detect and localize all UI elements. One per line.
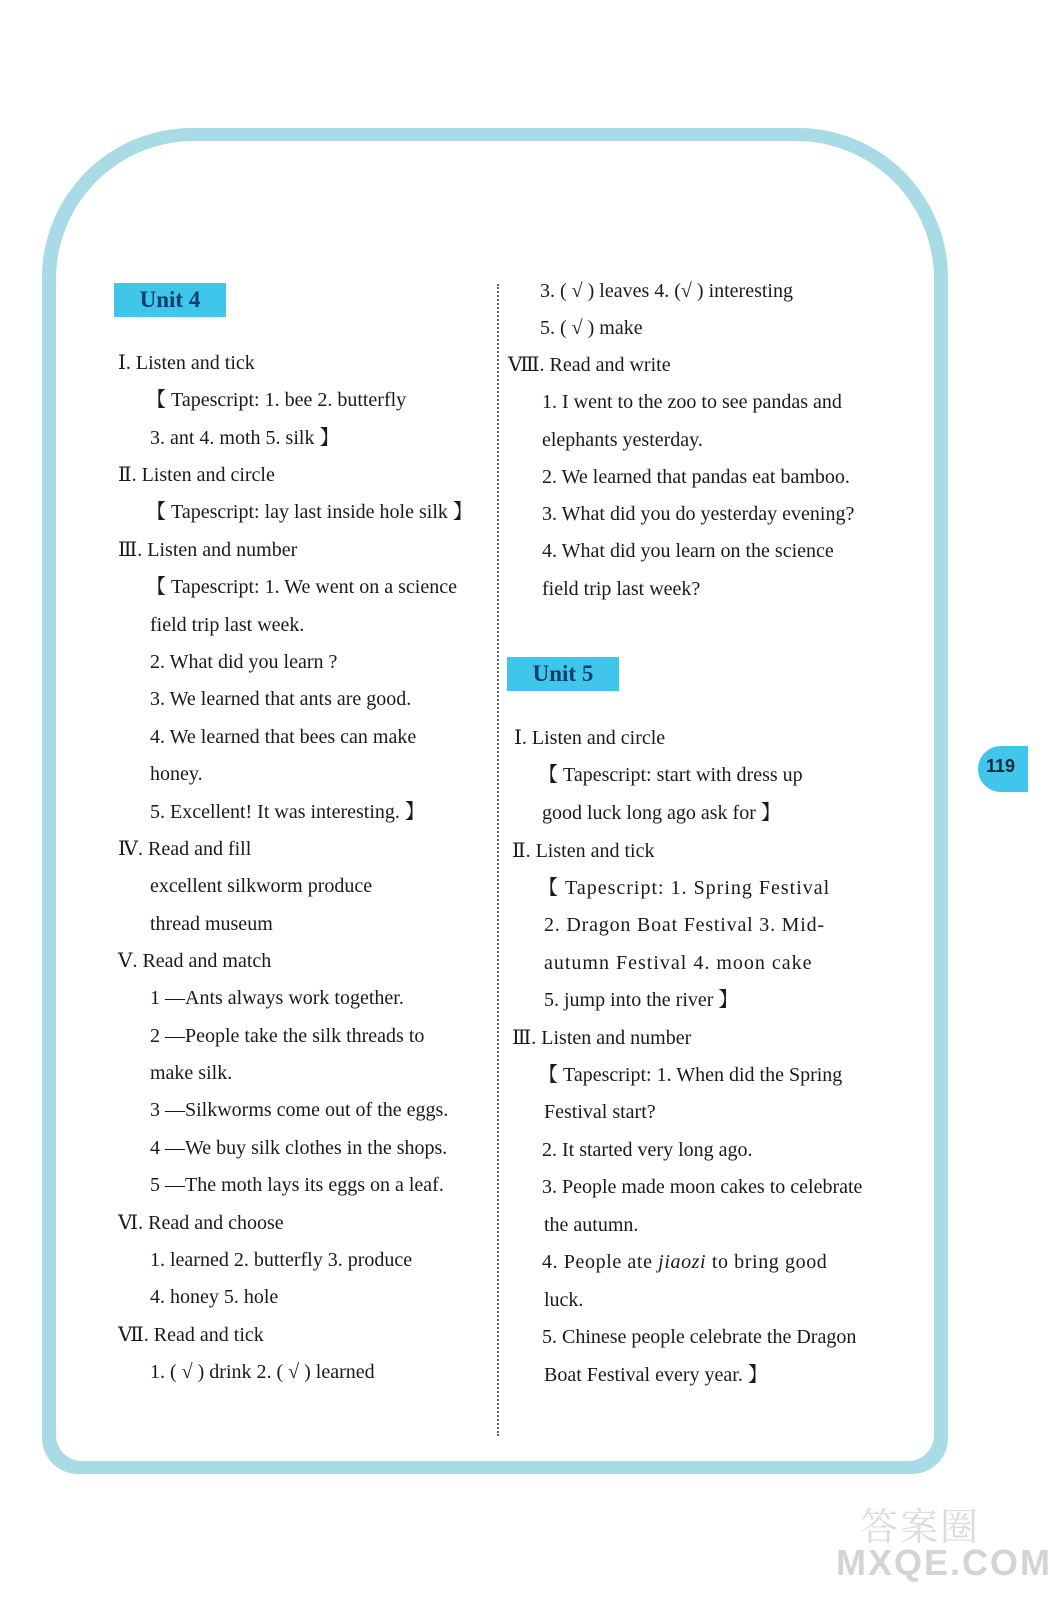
text-line: 2. What did you learn ? — [150, 651, 338, 673]
text-line: 【 Tapescript: start with dress up — [538, 764, 803, 786]
text-line: 1. learned 2. butterfly 3. produce — [150, 1249, 413, 1271]
text-line: 2 —People take the silk threads to — [150, 1025, 425, 1047]
section-heading: Ⅶ. Read and tick — [118, 1324, 264, 1346]
text-line: elephants yesterday. — [542, 429, 703, 451]
unit-5-title: Unit 5 — [507, 657, 619, 691]
text-line — [542, 1249, 827, 1275]
text-line: 4. honey 5. hole — [150, 1286, 279, 1308]
text-line: 5 —The moth lays its eggs on a leaf. — [150, 1174, 444, 1196]
text-line: 5. jump into the river 】 — [544, 989, 739, 1011]
watermark-url: MXQE.COM — [836, 1542, 1052, 1583]
text-line: excellent silkworm produce — [150, 875, 373, 897]
text-line: field trip last week. — [150, 614, 305, 636]
text-line: 【 Tapescript: 1. We went on a science — [146, 576, 457, 598]
text-segment-italic: jiaozi — [658, 1251, 707, 1273]
section-heading: Ⅰ. Listen and circle — [514, 727, 666, 749]
text-line: 3 —Silkworms come out of the eggs. — [150, 1099, 449, 1121]
page-number: 119 — [986, 756, 1016, 776]
section-heading: Ⅱ. Listen and tick — [512, 840, 655, 862]
section-heading: Ⅲ. Listen and number — [512, 1027, 692, 1049]
text-line: Boat Festival every year. 】 — [544, 1364, 768, 1386]
text-line: 1. I went to the zoo to see pandas and — [542, 391, 842, 413]
text-line: luck. — [544, 1289, 584, 1311]
text-line: honey. — [150, 763, 203, 785]
text-line: 2. We learned that pandas eat bamboo. — [542, 466, 850, 488]
text-line: 【 Tapescript: 1. Spring Festival — [538, 877, 831, 899]
text-line: autumn Festival 4. moon cake — [544, 952, 813, 974]
text-line: 4. What did you learn on the science — [542, 540, 834, 562]
text-line: 3. People made moon cakes to celebrate — [542, 1176, 863, 1198]
text-line: 2. Dragon Boat Festival 3. Mid- — [544, 914, 825, 936]
text-line: 5. Excellent! It was interesting. 】 — [150, 801, 425, 823]
text-line: 3. ( √ ) leaves 4. (√ ) interesting — [540, 280, 793, 302]
section-heading: Ⅰ. Listen and tick — [118, 352, 255, 374]
text-line: Festival start? — [544, 1101, 656, 1123]
text-line: 3. ant 4. moth 5. silk 】 — [150, 427, 340, 449]
section-heading: Ⅳ. Read and fill — [118, 838, 252, 860]
text-line: 【 Tapescript: lay last inside hole silk 】 — [146, 501, 473, 523]
text-line: good luck long ago ask for 】 — [542, 802, 781, 824]
text-segment: 4. People ate — [542, 1251, 659, 1273]
text-line: 1 —Ants always work together. — [150, 987, 404, 1009]
section-heading: Ⅷ. Read and write — [508, 354, 671, 376]
section-heading: Ⅴ. Read and match — [118, 950, 272, 972]
text-line: 3. We learned that ants are good. — [150, 688, 412, 710]
text-line: 3. What did you do yesterday evening? — [542, 503, 855, 525]
text-line: field trip last week? — [542, 578, 701, 600]
text-line: the autumn. — [544, 1214, 639, 1236]
unit-4-title: Unit 4 — [114, 283, 226, 317]
text-line: 5. Chinese people celebrate the Dragon — [542, 1326, 857, 1348]
text-line: 2. It started very long ago. — [542, 1139, 753, 1161]
text-line: 4. We learned that bees can make — [150, 726, 417, 748]
text-line: 1. ( √ ) drink 2. ( √ ) learned — [150, 1361, 375, 1383]
section-heading: Ⅲ. Listen and number — [118, 539, 298, 561]
column-divider — [497, 284, 499, 1436]
section-heading: Ⅱ. Listen and circle — [118, 464, 275, 486]
text-segment: to bring good — [706, 1251, 828, 1273]
text-line: 5. ( √ ) make — [540, 317, 643, 339]
text-line: 【 Tapescript: 1. When did the Spring — [538, 1064, 843, 1086]
section-heading: Ⅵ. Read and choose — [118, 1212, 284, 1234]
text-line: 【 Tapescript: 1. bee 2. butterfly — [146, 389, 407, 411]
text-line: make silk. — [150, 1062, 233, 1084]
text-line: 4 —We buy silk clothes in the shops. — [150, 1137, 448, 1159]
watermark-logo-text: 答案圈 — [860, 1505, 981, 1549]
text-line: thread museum — [150, 913, 273, 935]
